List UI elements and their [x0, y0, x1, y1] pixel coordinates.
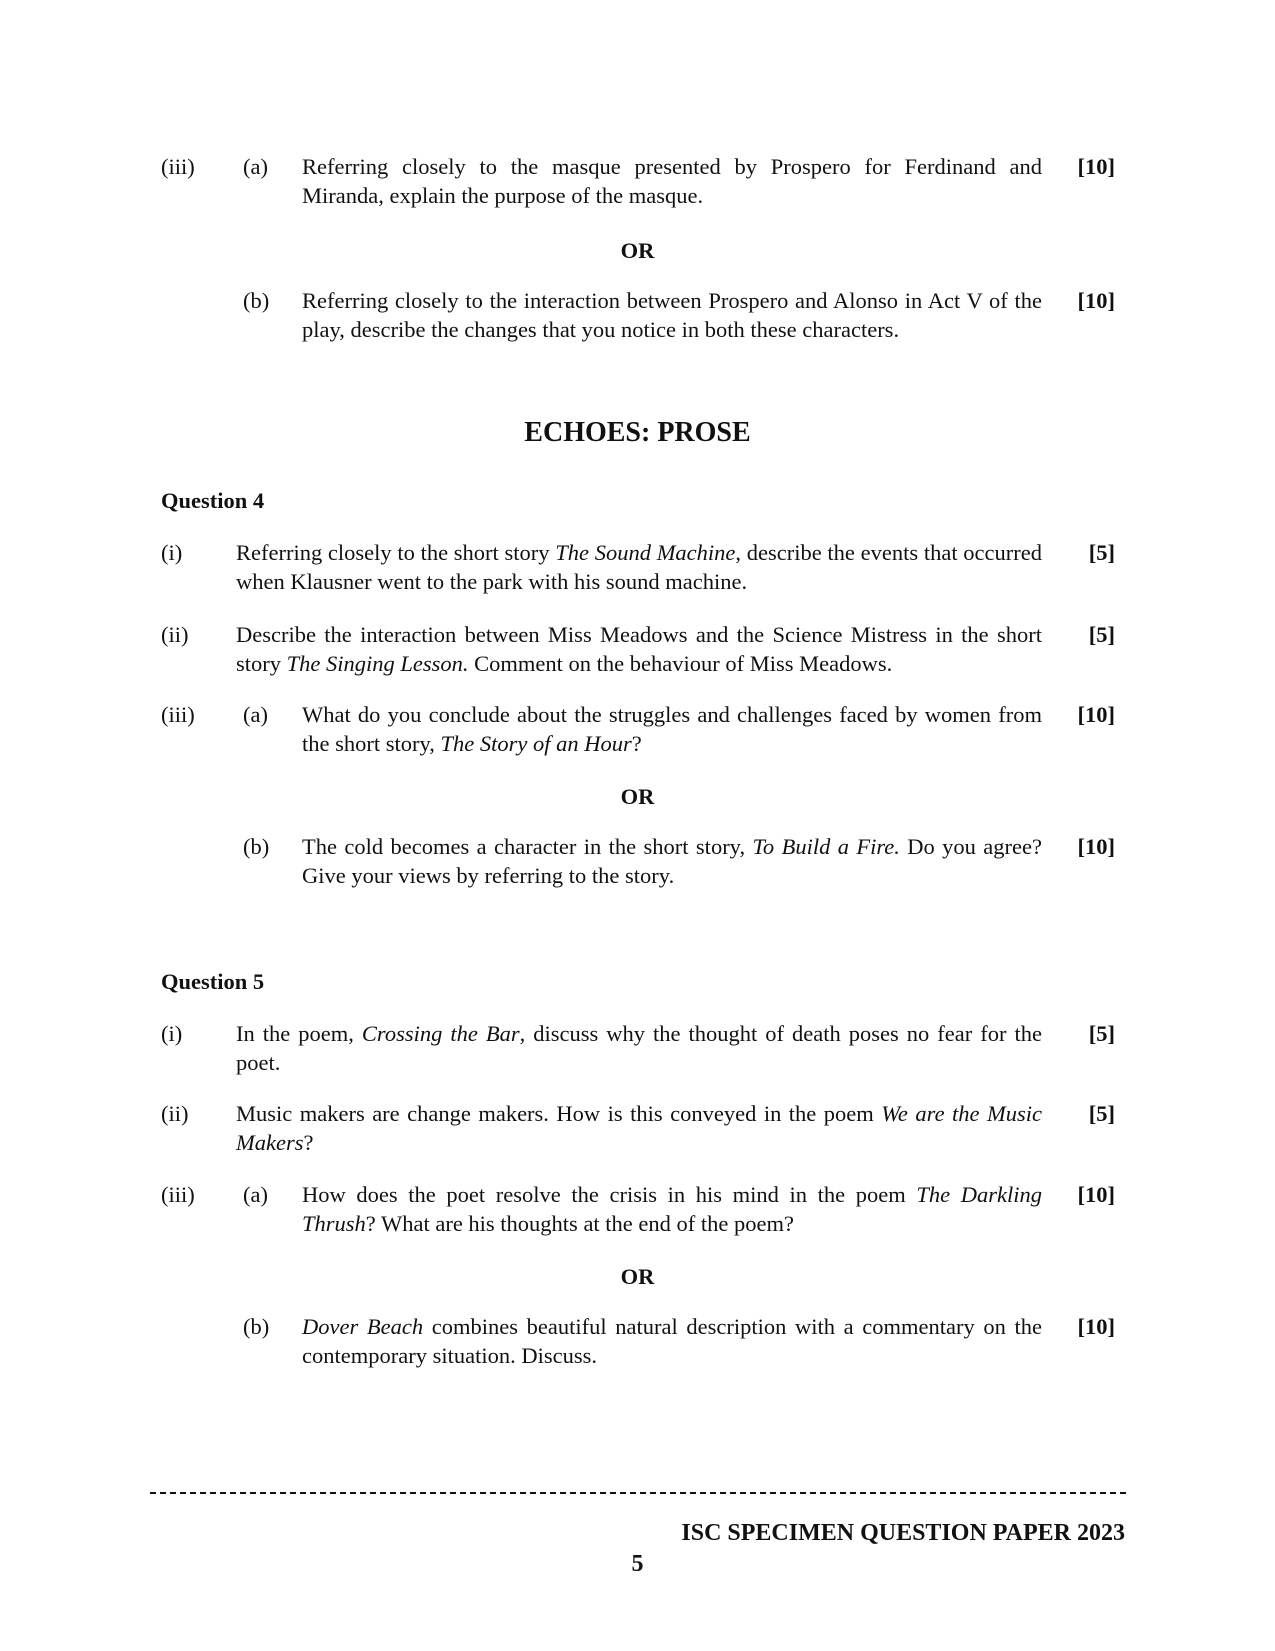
- option-label: (a): [243, 1182, 268, 1207]
- option-label: (a): [243, 702, 268, 727]
- marks: [10]: [1077, 1182, 1115, 1207]
- marks: [5]: [1088, 622, 1115, 647]
- or-divider: OR: [620, 1264, 655, 1289]
- poem-title: We are the Music Makers: [236, 1101, 1042, 1155]
- poem-title: Dover Beach: [302, 1314, 424, 1339]
- marks: [10]: [1077, 288, 1115, 313]
- marks: [5]: [1088, 540, 1115, 565]
- option-label: (a): [243, 154, 268, 179]
- section-heading: ECHOES: PROSE: [524, 417, 751, 448]
- roman-numeral: (iii): [161, 154, 195, 179]
- marks: [10]: [1077, 834, 1115, 859]
- footer-divider: [150, 1492, 1126, 1494]
- option-label: (b): [243, 834, 270, 859]
- question-text: What do you conclude about the struggles and challenges faced by women from the short story, The Story of an Hour?: [302, 702, 1042, 756]
- question-text: The cold becomes a character in the short story, To Build a Fire. Do you agree? Give your views by referring to the story.: [302, 834, 1042, 888]
- marks: [5]: [1088, 1101, 1115, 1126]
- question-text: Referring closely to the interaction between Prospero and Alonso in Act V of the play, describe the changes that you notice in both these characters.: [302, 288, 1042, 342]
- question-text: How does the poet resolve the crisis in his mind in the poem The Darkling Thrush? What are his thoughts at the end of the poem?: [302, 1182, 1042, 1236]
- roman-numeral: (ii): [161, 1101, 189, 1126]
- roman-numeral: (iii): [161, 1182, 195, 1207]
- question-text: Referring closely to the short story The Sound Machine, describe the events that occurred when Klausner went to the park with his sound machine.: [236, 540, 1042, 594]
- marks: [10]: [1077, 702, 1115, 727]
- footer-title: ISC SPECIMEN QUESTION PAPER 2023: [681, 1520, 1125, 1546]
- question-text: Describe the interaction between Miss Meadows and the Science Mistress in the short story The Singing Lesson. Comment on the behaviour of Miss Meadows.: [236, 622, 1042, 676]
- question-text: In the poem, Crossing the Bar, discuss why the thought of death poses no fear for the poet.: [236, 1021, 1042, 1075]
- poem-title: The Darkling Thrush: [302, 1182, 1042, 1236]
- or-divider: OR: [620, 784, 655, 809]
- poem-title: Crossing the Bar: [361, 1021, 520, 1046]
- roman-numeral: (iii): [161, 702, 195, 727]
- marks: [10]: [1077, 154, 1115, 179]
- question-text: Dover Beach combines beautiful natural description with a commentary on the contemporary situation. Discuss.: [302, 1314, 1042, 1368]
- story-title: The Sound Machine: [555, 540, 736, 565]
- option-label: (b): [243, 288, 270, 313]
- roman-numeral: (i): [161, 540, 183, 565]
- marks: [10]: [1077, 1314, 1115, 1339]
- question-text: Referring closely to the masque presented by Prospero for Ferdinand and Miranda, explain the purpose of the masque.: [302, 154, 1042, 208]
- question-title: Question 4: [161, 488, 265, 513]
- story-title: To Build a Fire.: [752, 834, 900, 859]
- roman-numeral: (i): [161, 1021, 183, 1046]
- roman-numeral: (ii): [161, 622, 189, 647]
- marks: [5]: [1088, 1021, 1115, 1046]
- story-title: The Singing Lesson.: [286, 651, 469, 676]
- page-number: 5: [631, 1551, 644, 1577]
- story-title: The Story of an Hour: [440, 731, 632, 756]
- question-title: Question 5: [161, 969, 265, 994]
- option-label: (b): [243, 1314, 270, 1339]
- or-divider: OR: [620, 238, 655, 263]
- question-text: Music makers are change makers. How is this conveyed in the poem We are the Music Makers?: [236, 1101, 1042, 1155]
